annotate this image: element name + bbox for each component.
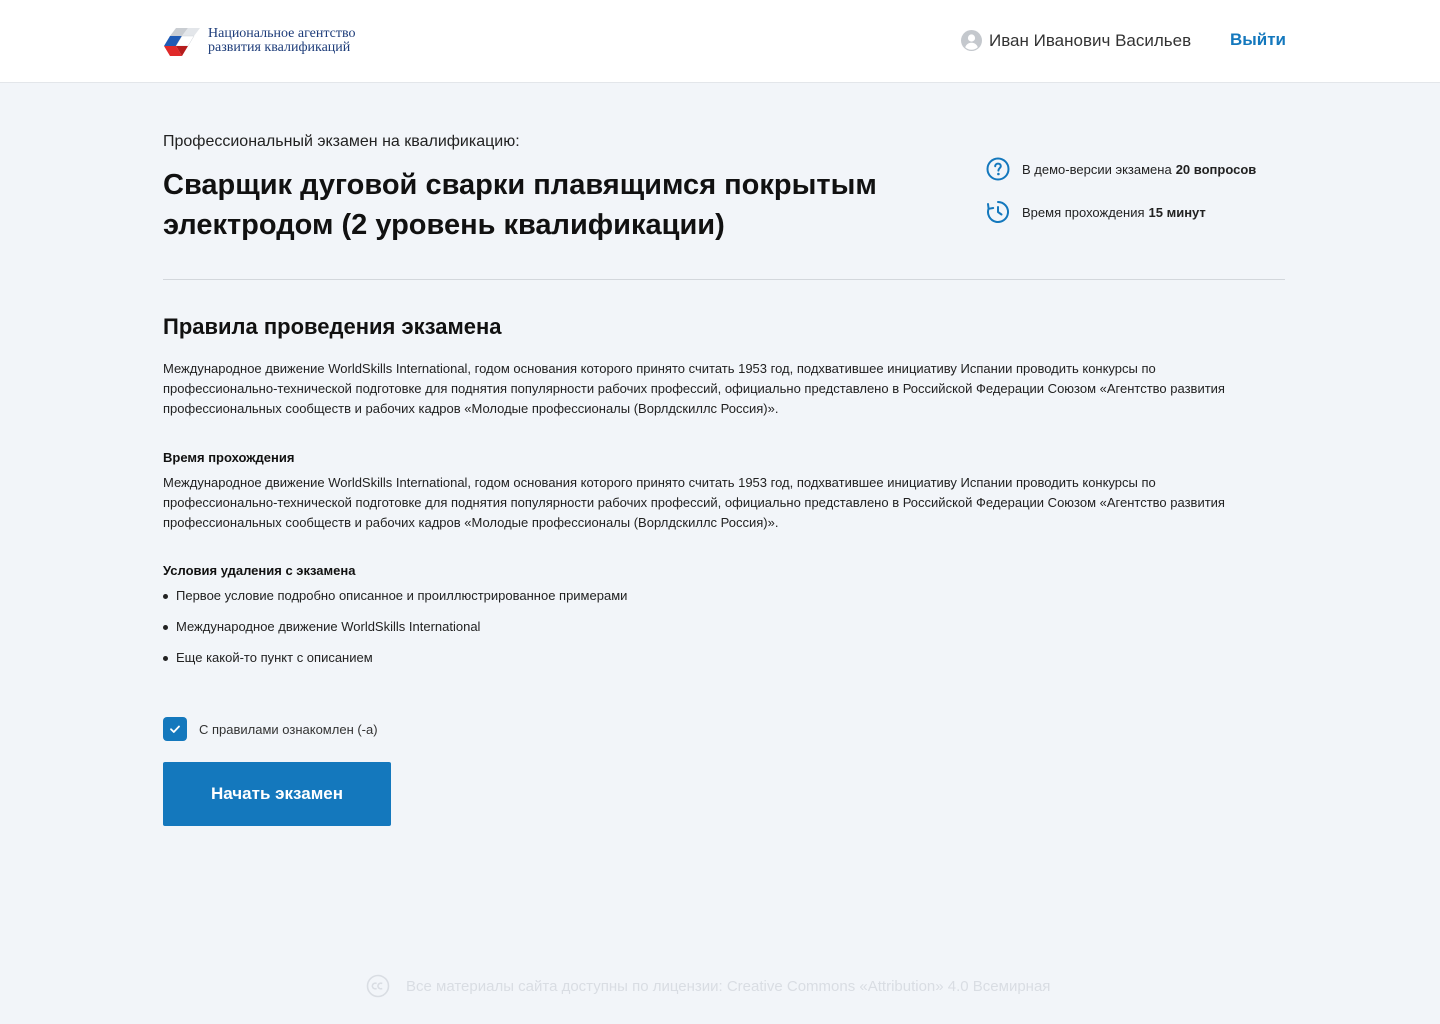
list-item: Еще какой-то пункт с описанием: [163, 648, 627, 668]
questions-info: [986, 157, 1256, 181]
list-item: Международное движение WorldSkills International: [163, 617, 627, 637]
questions-value: 20 вопросов: [1175, 161, 1257, 177]
check-icon: [168, 722, 182, 736]
user-avatar-icon: [961, 30, 982, 51]
section-divider: [163, 279, 1285, 280]
exam-info: [986, 157, 1256, 243]
questions-label: В демо-версии экзамена: [1022, 161, 1172, 177]
agreement-label[interactable]: С правилами ознакомлен (-а): [199, 721, 378, 737]
time-text: Международное движение WorldSkills International, годом основания которого принято считать 1953 год, подхватившее инициативу Испании проводить конкурсы по профессионально-технической подготовке для поднятия популярности рабочих профессий, официально представлено в Российской Федерации Союзом «Агентство развития профессиональных сообществ и рабочих кадров «Молодые профессионалы (Ворлдскиллс Россия)».: [163, 475, 1225, 530]
agreement-checkbox[interactable]: [163, 717, 187, 741]
time-info: [986, 200, 1256, 224]
rules-intro: Международное движение WorldSkills International, годом основания которого принято считать 1953 год, подхватившее инициативу Испании проводить конкурсы по профессионально-технической подготовке для поднятия популярности рабочих профессий, официально представлено в Российской Федерации Союзом «Агентство развития профессиональных сообществ и рабочих кадров «Молодые профессионалы (Ворлдскиллс Россия)».: [163, 361, 1225, 416]
start-exam-button[interactable]: Начать экзамен: [163, 762, 391, 826]
logo-line-1: Национальное агентство: [208, 26, 356, 41]
clock-icon: [986, 200, 1010, 224]
site-header: [0, 0, 1440, 83]
user-profile[interactable]: [961, 30, 1191, 51]
logo-icon: [162, 26, 204, 58]
user-name: Иван Иванович Васильев: [989, 30, 1192, 50]
removal-list: [163, 586, 627, 679]
logo-line-2: развития квалификаций: [208, 40, 351, 55]
exam-title: Сварщик дуговой сварки плавящимся покрытым электродом (2 уровень квалификации): [163, 169, 877, 241]
question-icon: [986, 157, 1010, 181]
logo-text: [208, 27, 356, 55]
time-heading: Время прохождения: [163, 450, 295, 465]
agreement[interactable]: [163, 717, 378, 741]
time-label: Время прохождения: [1022, 204, 1145, 220]
site-footer: [366, 974, 1050, 998]
exam-subtitle: Профессиональный экзамен на квалификацию:: [163, 133, 520, 150]
license-text: Все материалы сайта доступны по лицензии: Creative Commons «Attribution» 4.0 Всемирная: [406, 977, 1051, 995]
logout-link[interactable]: Выйти: [1229, 30, 1286, 49]
rules-title: Правила проведения экзамена: [163, 314, 502, 339]
creative-commons-icon: [366, 974, 390, 998]
list-item: Первое условие подробно описанное и проиллюстрированное примерами: [163, 586, 627, 606]
removal-heading: Условия удаления с экзамена: [163, 563, 356, 578]
time-value: 15 минут: [1148, 204, 1206, 220]
logo[interactable]: [162, 26, 356, 58]
